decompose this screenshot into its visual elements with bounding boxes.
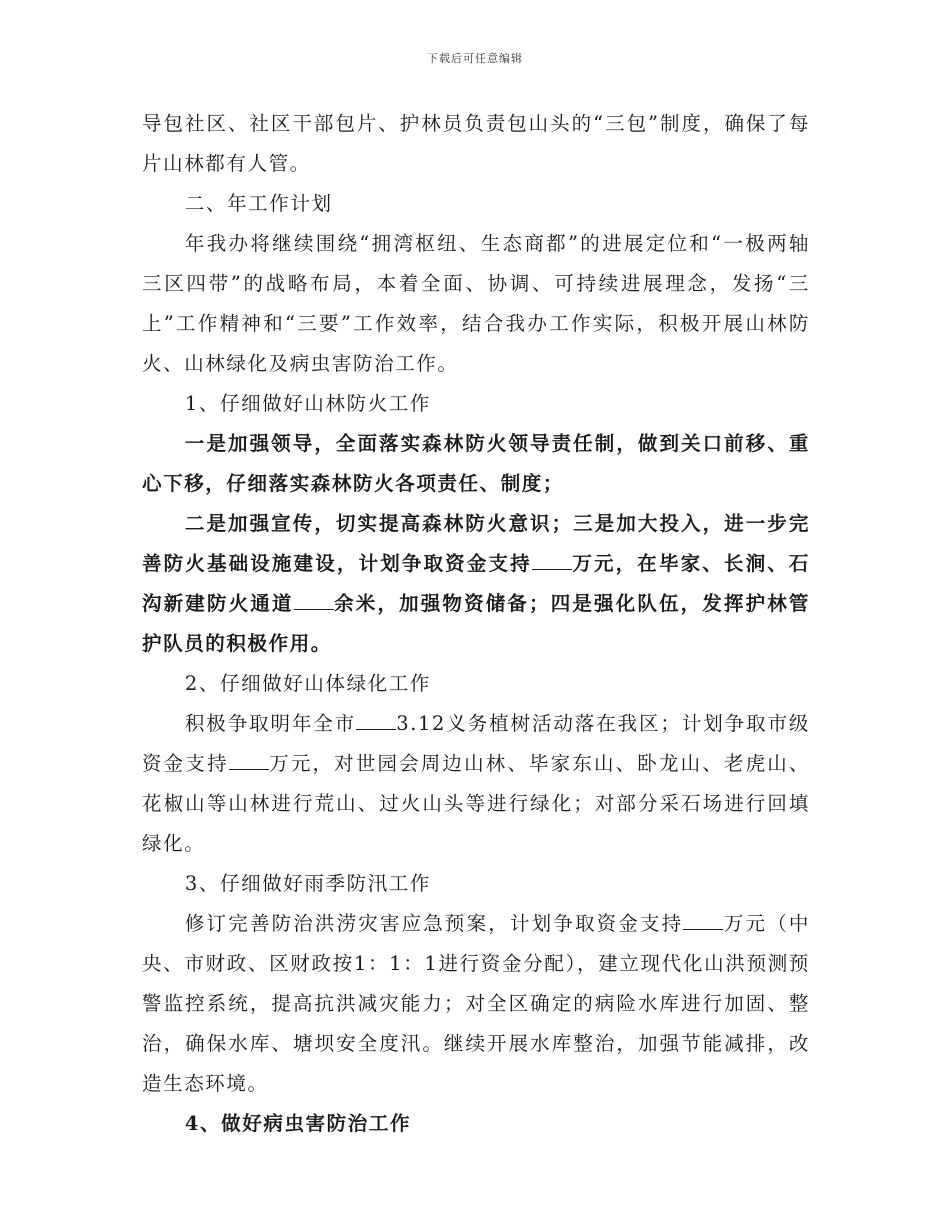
page-header-note: 下载后可任意编辑 bbox=[427, 52, 523, 65]
paragraph-flood-control bbox=[142, 904, 810, 1104]
blank-fill-line bbox=[294, 593, 334, 610]
paragraph-intro: 导包社区、社区干部包片、护林员负责包山头的“三包”制度，确保了每片山林都有人管。 bbox=[142, 112, 810, 175]
subheading-greening: 2、仔细做好山体绿化工作 bbox=[184, 672, 431, 695]
blank-fill-line bbox=[683, 913, 723, 930]
text-segment: 万元（中央、市财政、区财政按1：1：1进行资金分配），建立现代化山洪预测预警监控系统，提高抗洪减灾能力；对全区确定的病险水库进行加固、整治，确保水库、塘坝安全度汛。继续开展水库整治，加强节能减排，改造生态环境。 bbox=[142, 912, 810, 1095]
paragraph-fire-measures bbox=[142, 504, 810, 664]
subheading-fire-prevention: 1、仔细做好山林防火工作 bbox=[184, 392, 431, 415]
text-segment: 3.12义务植树活动落在我区；计划争取市级资金支持 bbox=[142, 712, 810, 775]
paragraph-greening bbox=[142, 704, 810, 864]
text-segment: 万元，对世园会周边山林、毕家东山、卧龙山、老虎山、花椒山等山林进行荒山、过火山头等进行绿化；对部分采石场进行回填绿化。 bbox=[142, 752, 810, 855]
blank-fill-line bbox=[532, 553, 572, 570]
section-heading-plan: 二、年工作计划 bbox=[184, 192, 333, 215]
text-segment: 积极争取明年全市 bbox=[184, 712, 357, 735]
document-body bbox=[142, 104, 810, 1144]
subheading-pest-control: 4、做好病虫害防治工作 bbox=[184, 1112, 412, 1135]
subheading-flood-control: 3、仔细做好雨季防汛工作 bbox=[184, 872, 431, 895]
blank-fill-line bbox=[356, 713, 396, 730]
text-segment: 二是加强宣传，切实提高森林防火意识；三是加大投入，进一步完善防火基础设施建设，计划争取资金支持 bbox=[142, 512, 810, 575]
paragraph-plan: 年我办将继续围绕“拥湾枢纽、生态商都”的进展定位和“一极两轴三区四带”的战略布局，本着全面、协调、可持续进展理念，发扬“三上”工作精神和“三要”工作效率，结合我办工作实际，积极开展山林防火、山林绿化及病虫害防治工作。 bbox=[142, 232, 810, 375]
text-segment: 万元，在毕家、长涧、石沟新建防火通道 bbox=[142, 552, 810, 615]
paragraph-fire-leadership: 一是加强领导，全面落实森林防火领导责任制，做到关口前移、重心下移，仔细落实森林防火各项责任、制度； bbox=[142, 432, 810, 495]
text-segment: 余米，加强物资储备；四是强化队伍，发挥护林管护队员的积极作用。 bbox=[142, 592, 811, 655]
text-segment: 修订完善防治洪涝灾害应急预案，计划争取资金支持 bbox=[184, 912, 684, 935]
blank-fill-line bbox=[229, 753, 269, 770]
